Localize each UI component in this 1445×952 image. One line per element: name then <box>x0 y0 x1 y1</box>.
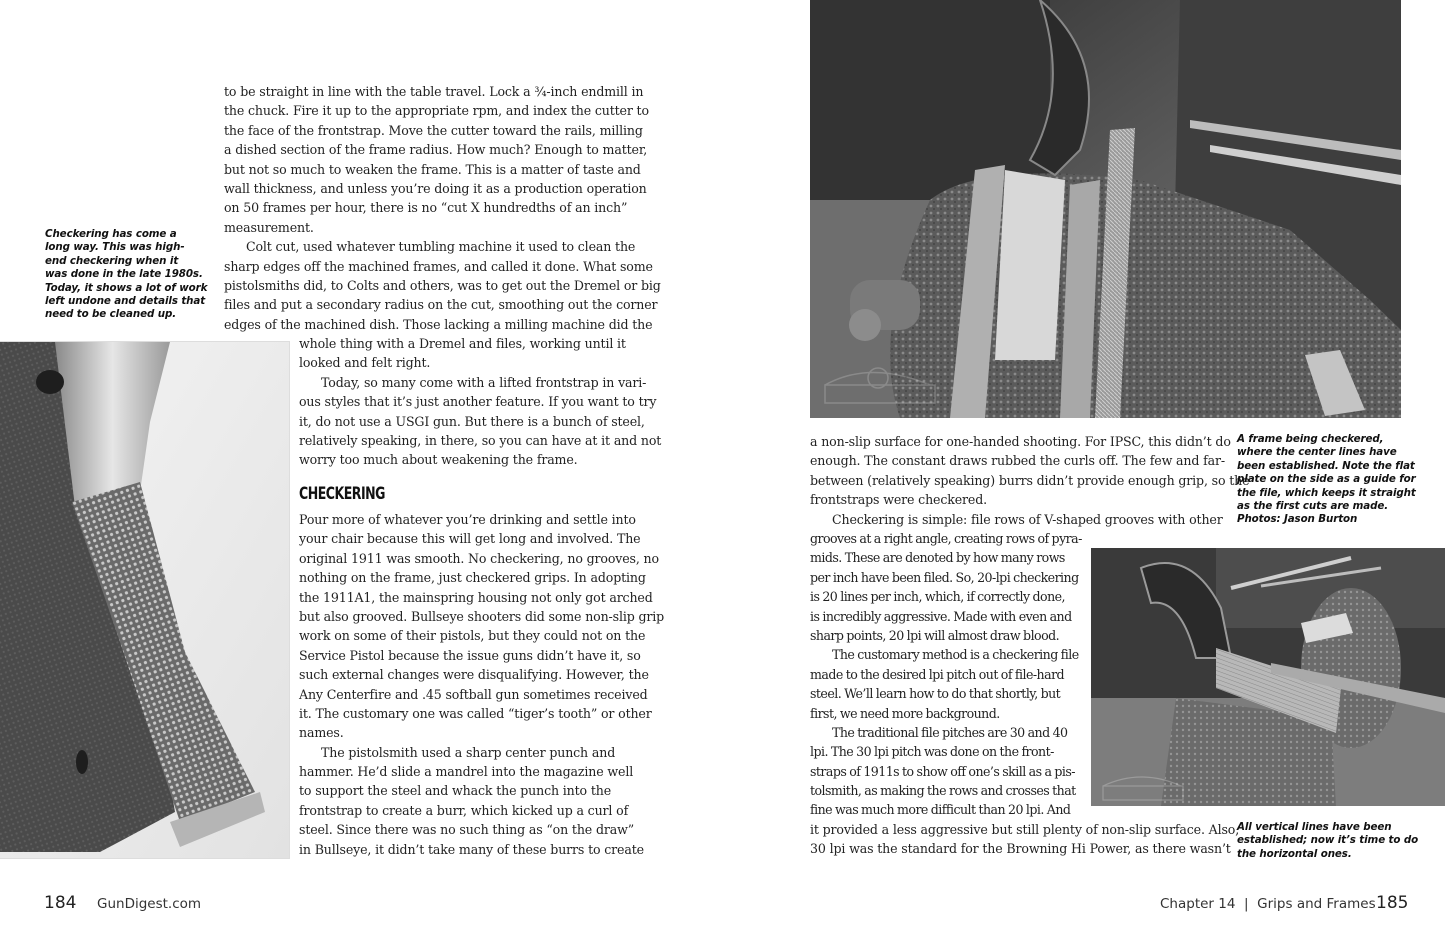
text-line: names. <box>299 725 344 741</box>
text-line: relatively speaking, in there, so you can have at it and not <box>299 432 662 448</box>
text-line: Checkering is simple: file rows of V-shaped grooves with other <box>832 511 1223 527</box>
photo-checkered-grip <box>0 341 290 859</box>
text-line: measurement. <box>224 219 314 235</box>
caption-line: left undone and details that <box>45 295 206 308</box>
text-line: it, do not use a USGI gun. But there is a bunch of steel, <box>299 413 645 429</box>
text-line: 30 lpi was the standard for the Browning Hi Power, as there wasn’t <box>810 841 1231 857</box>
body-column-top <box>224 82 661 334</box>
text-line: Colt cut, used whatever tumbling machine it used to clean the <box>246 239 636 255</box>
text-line: work on some of their pistols, but they could not on the <box>299 628 646 644</box>
caption-line: Today, it shows a lot of work <box>45 281 208 294</box>
text-line: edges of the machined dish. Those lacking a milling machine did the <box>224 316 653 332</box>
text-line: in Bullseye, it didn’t take many of these burrs to create <box>299 841 644 857</box>
text-line: tolsmith, as making the rows and crosses that <box>810 783 1076 799</box>
body-column-narrow-right <box>810 529 1086 820</box>
text-line: frontstrap to create a burr, which kicked up a curl of <box>299 802 629 818</box>
caption-line: long way. This was high- <box>45 241 185 254</box>
text-line: made to the desired lpi pitch out of file-hard <box>810 666 1065 682</box>
text-line: frontstraps were checkered. <box>810 492 987 508</box>
text-line: to support the steel and whack the punch into the <box>299 783 612 799</box>
caption-line: as the first cuts are made. <box>1237 500 1389 513</box>
text-line: it provided a less aggressive but still plenty of non-slip surface. Also, <box>810 822 1240 837</box>
text-line: but also grooved. Bullseye shooters did some non-slip grip <box>299 608 665 624</box>
text-line: wall thickness, and unless you’re doing it as a production operation <box>224 180 647 196</box>
body-column-section <box>299 510 664 859</box>
caption-line: All vertical lines have been <box>1237 821 1392 833</box>
photo-frame-in-vise <box>810 0 1401 418</box>
text-line: files and put a secondary radius on the cut, smoothing out the corner <box>224 297 658 313</box>
text-line: per inch have been filed. So, 20-lpi checkering <box>810 569 1079 585</box>
text-line: lpi. The 30 lpi pitch was done on the front- <box>810 744 1054 760</box>
caption-line: A frame being checkered, <box>1237 433 1384 445</box>
text-line: whole thing with a Dremel and files, working until it <box>299 336 626 351</box>
text-line: Today, so many come with a lifted frontstrap in vari- <box>321 374 647 390</box>
caption-line: plate on the side as a guide for <box>1237 473 1416 486</box>
footer-site-name: GunDigest.com <box>97 896 202 912</box>
photo-credit: Photos: Jason Burton <box>1237 513 1358 526</box>
text-line: The customary method is a checkering file <box>832 647 1079 663</box>
text-line: but not so much to weaken the frame. This is a matter of taste and <box>224 161 641 177</box>
text-line: sharp points, 20 lpi will almost draw blood. <box>810 627 1060 643</box>
text-line: mids. These are denoted by how many rows <box>810 550 1065 566</box>
text-line: steel. We’ll learn how to do that shortly, but <box>810 686 1061 702</box>
caption-line: Checkering has come a <box>45 228 177 240</box>
text-line: Pour more of whatever you’re drinking and settle into <box>299 512 636 527</box>
footer-chapter-title: Chapter 14 | Grips and Frames <box>1160 896 1376 912</box>
photo-caption <box>45 228 207 322</box>
text-line: fine was much more difficult than 20 lpi. And <box>810 802 1071 818</box>
text-line: is incredibly aggressive. Made with even and <box>810 608 1072 624</box>
photo-vertical-lines-done <box>1091 548 1445 806</box>
text-line: such external changes were disqualifying. However, the <box>299 667 649 683</box>
text-line: steel. Since there was no such thing as “on the draw” <box>299 822 635 838</box>
text-line: looked and felt right. <box>299 355 431 371</box>
caption-line: need to be cleaned up. <box>45 308 177 321</box>
caption-line: the horizontal ones. <box>1237 847 1352 860</box>
caption-line: been established. Note the flat <box>1237 459 1415 472</box>
text-line: the chuck. Fire it up to the appropriate rpm, and index the cutter to <box>224 103 649 119</box>
text-line: the 1911A1, the mainspring housing not only got arched <box>299 589 653 605</box>
text-line: worry too much about weakening the frame. <box>299 452 578 468</box>
text-line: sharp edges off the machined frames, and called it done. What some <box>224 258 653 274</box>
text-line: enough. The constant draws rubbed the curls off. The few and far- <box>810 453 1225 469</box>
text-line: is 20 lines per inch, which, if correctly done, <box>810 589 1065 605</box>
text-line: grooves at a right angle, creating rows of pyra- <box>810 531 1082 546</box>
text-line: a non-slip surface for one-handed shooting. For IPSC, this didn’t do <box>810 434 1231 449</box>
text-line: Service Pistol because the issue guns didn’t have it, so <box>299 647 641 663</box>
text-line: on 50 frames per hour, there is no “cut X hundredths of an inch” <box>224 200 628 216</box>
caption-line: was done in the late 1980s. <box>45 268 203 281</box>
body-column-narrow <box>299 334 661 470</box>
text-line: straps of 1911s to show off one’s skill as a pis- <box>810 763 1075 779</box>
page-number-right: 185 <box>1376 893 1409 913</box>
text-line: between (relatively speaking) burrs didn’t provide enough grip, so the <box>810 472 1250 488</box>
caption-line: the file, which keeps it straight <box>1237 486 1416 499</box>
body-column-wide <box>810 432 1249 529</box>
text-line: The traditional file pitches are 30 and 40 <box>832 724 1068 740</box>
caption-line: established; now it’s time to do <box>1237 834 1419 847</box>
text-line: The pistolsmith used a sharp center punch and <box>321 744 616 760</box>
caption-line: end checkering when it <box>45 254 179 267</box>
text-line: it. The customary one was called “tiger’s tooth” or other <box>299 705 652 721</box>
section-heading: CHECKERING <box>299 484 385 504</box>
photo-caption-bottom <box>1237 821 1418 861</box>
photo-caption-top <box>1237 433 1416 527</box>
text-line: the face of the frontstrap. Move the cutter toward the rails, milling <box>224 122 643 138</box>
text-line: nothing on the frame, just checkered grips. In adopting <box>299 570 646 586</box>
text-line: Any Centerfire and .45 softball gun sometimes received <box>299 686 648 702</box>
text-line: first, we need more background. <box>810 705 1000 721</box>
body-column-bottom <box>810 820 1239 859</box>
text-line: hammer. He’d slide a mandrel into the magazine well <box>299 764 634 780</box>
text-line: a dished section of the frame radius. How much? Enough to matter, <box>224 142 648 158</box>
page-number-left: 184 <box>44 893 77 913</box>
text-line: original 1911 was smooth. No checkering, no grooves, no <box>299 550 659 566</box>
text-line: to be straight in line with the table travel. Lock a ¾-inch endmill in <box>224 84 644 99</box>
text-line: your chair because this will get long and involved. The <box>299 531 641 547</box>
text-line: pistolsmiths did, to Colts and others, was to get out the Dremel or big <box>224 277 661 293</box>
caption-line: where the center lines have <box>1237 446 1397 459</box>
text-line: ous styles that it’s just another feature. If you want to try <box>299 394 657 410</box>
